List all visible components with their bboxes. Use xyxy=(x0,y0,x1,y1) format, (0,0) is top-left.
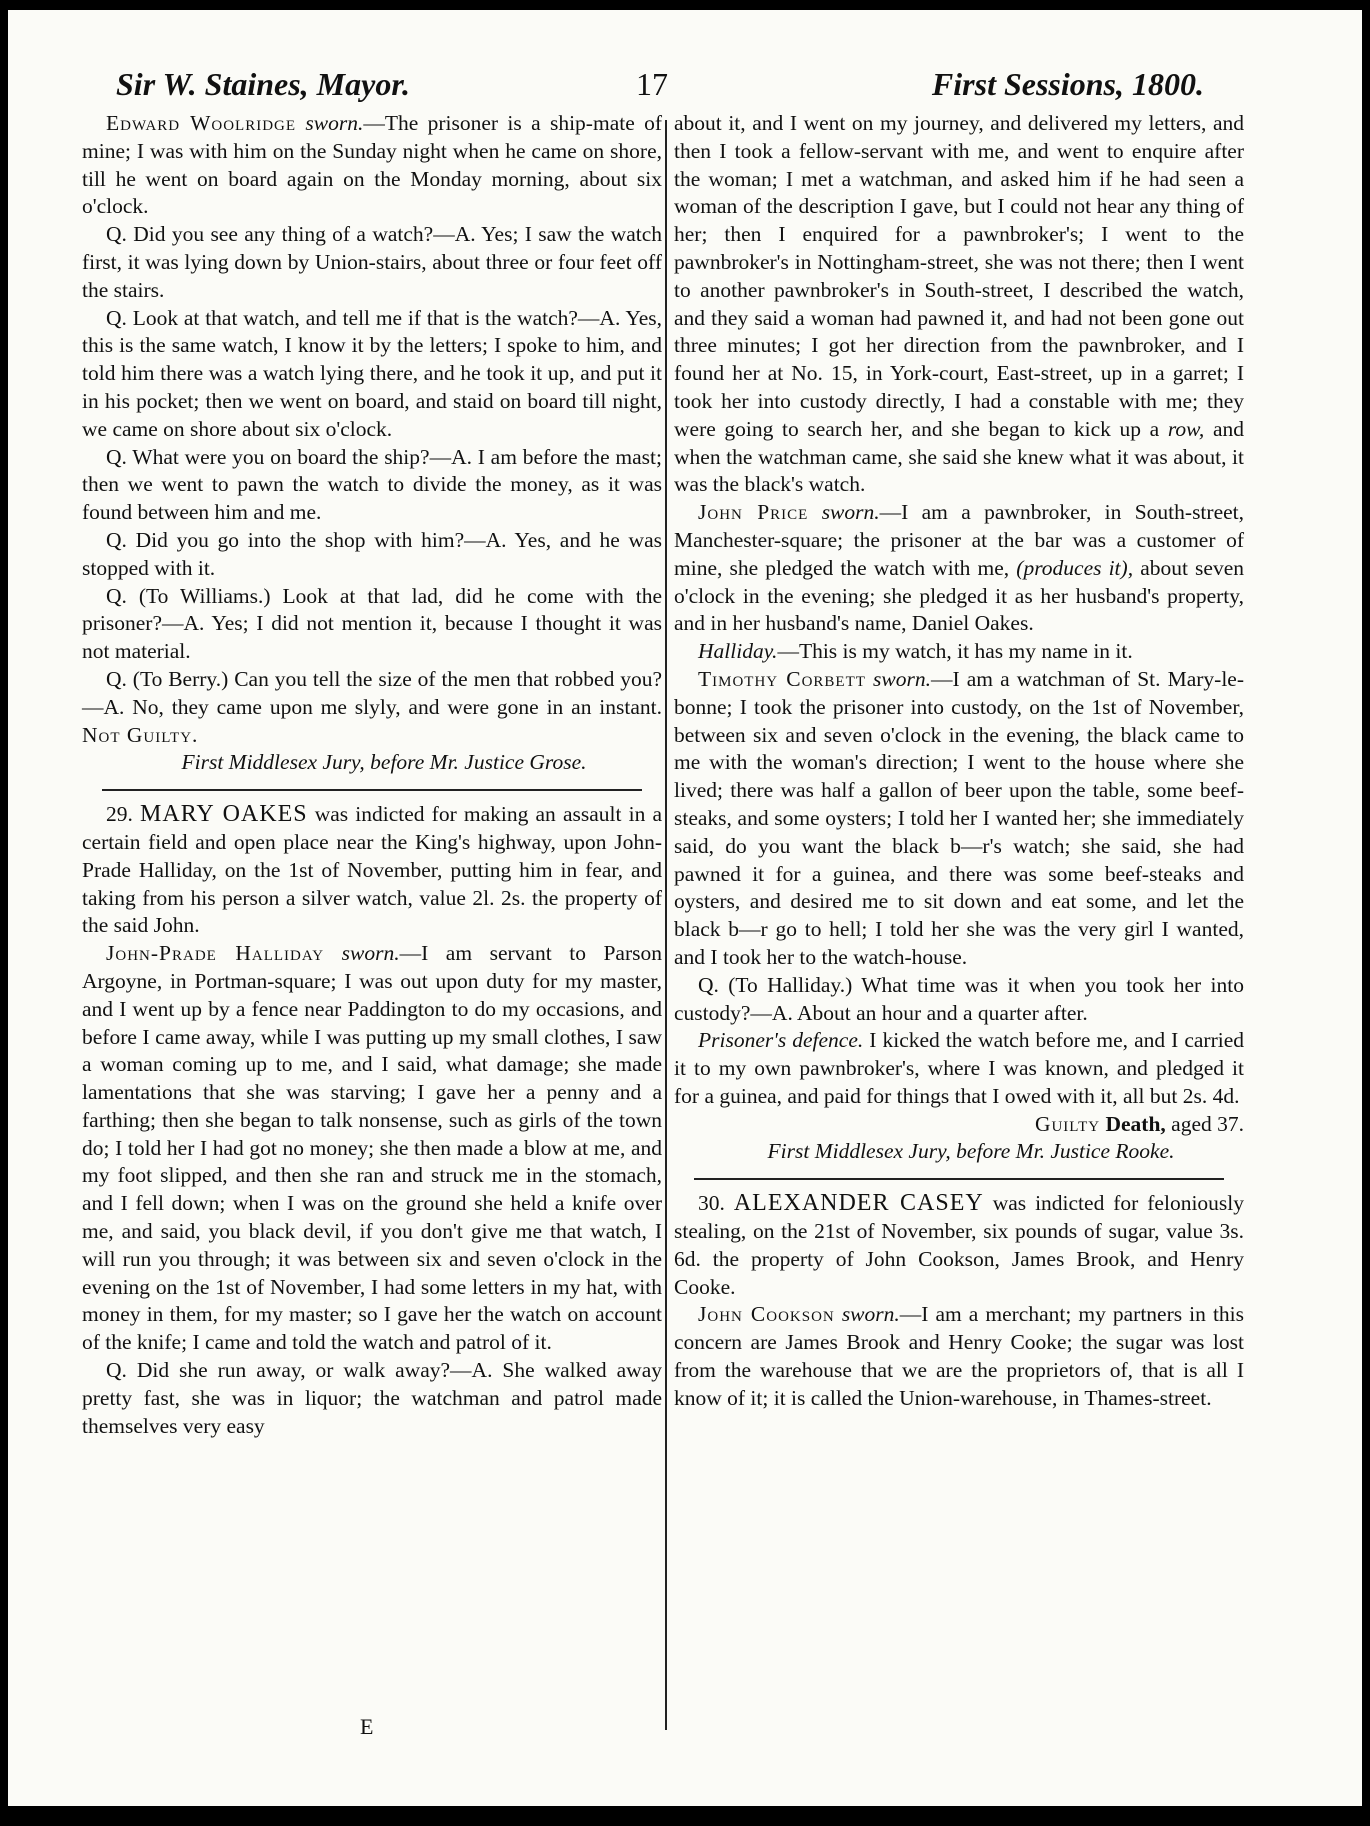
italic-word: row, xyxy=(1167,416,1205,441)
question-answer: Q. What were you on board the ship?—A. I am before the mast; then we went to pawn the watch to divide the money, as it was found between him and me. xyxy=(82,444,662,525)
running-header xyxy=(8,66,1362,116)
testimony-halliday-short xyxy=(674,638,1244,666)
italic-aside: (produces it), xyxy=(1016,555,1134,580)
testimony-text: —The prisoner is a ship-mate of mine; I was with him on the Sunday night when he came on shore, till he went on board again on the Monday morning, about six o'clock. xyxy=(82,111,663,219)
testimony-text: about it, and I went on my journey, and delivered my letters, and then I took a fellow-servant with me, and went to enquire after the woman; I met a watchman, and asked him if he had seen a woman of the description I gave, but I could not hear any thing of her; then I enquired for a pawnbroker's; I went to the pawnbroker's in Nottingham-street, she was not there; then I went to another pawnbroker's in South-street, I described the watch, and they said a woman had pawned it, and had not been gone out three minutes; I got her direction from the pawnbroker, and I found her at No. 15, in York-court, East-street, up in a garret; I took her into custody directly, I had a constable with me; they were going to search her, and she began to kick up a xyxy=(674,111,1244,441)
sworn-label: sworn. xyxy=(873,666,931,691)
section-rule xyxy=(694,1178,1224,1180)
witness-name: John Price xyxy=(698,500,809,525)
question-answer: Q. Look at that watch, and tell me if that is the watch?—A. Yes, this is the same watch, I know it by the letters; I spoke to him, and told him there was a watch lying there, and he took it up, and put it in his pocket; then we went on board, and staid on board till night, we came on shore about six o'clock. xyxy=(82,305,662,441)
defendant-name: MARY OAKES xyxy=(140,801,308,828)
sworn-label: sworn. xyxy=(821,500,880,525)
indictment-text: was indicted for making an assault in a certain field and open place near the King's highway, upon John-Prade Halliday, on the 1st of November, putting him in fear, and taking from his person a silver watch, value 2l. 2s. the property of the said John. xyxy=(82,802,662,938)
section-rule xyxy=(102,789,642,791)
question-answer: Q. Did you go into the shop with him?—A. Yes, and he was stopped with it. xyxy=(82,527,662,580)
defence-label: Prisoner's defence. xyxy=(698,1028,864,1053)
header-mayor: Sir W. Staines, Mayor. xyxy=(116,66,411,102)
age: aged 37. xyxy=(1171,1111,1244,1136)
indictment-text: was indicted for feloniously stealing, on the 21st of November, six pounds of sugar, value 3s. 6d. the property of John Cookson, James Brook, and Henry Cooke. xyxy=(674,1191,1245,1299)
testimony-price xyxy=(674,499,1244,638)
question-answer: Q. (To Williams.) Look at that lad, did he come with the prisoner?—A. Yes; I did not mention it, because I thought it was not material. xyxy=(82,583,662,664)
defence-text: I kicked the watch before me, and I carried it to my own pawnbroker's, where I was known, and pledged it for a guinea, and paid for things that I owed with it, all but 2s. 4d. xyxy=(674,1028,1244,1108)
column-divider xyxy=(665,120,667,1730)
sworn-label: sworn. xyxy=(841,1302,900,1327)
question-answer: Q. (To Halliday.) What time was it when you took her into custody?—A. About an hour and a quarter after. xyxy=(674,972,1244,1025)
testimony-text: —I am a pawnbroker, in South-street, Manchester-square; the prisoner at the bar was a customer of mine, she pledged the watch with me, xyxy=(674,500,1244,580)
testimony-corbett xyxy=(674,666,1244,972)
testimony-text: —I am a watchman of St. Mary-le-bonne; I took the prisoner into custody, on the 1st of November, between six and seven o'clock in the evening, the black came to me with the woman's direction; I went to the house where she lived; there was half a gallon of beer upon the table, some beef-steaks, and some oysters; I told her I wanted her; she immediately said, do you want the black b—r's watch; she said, she had pawned it for a guinea, and there was some beef-steaks and oysters, and desired me to sit down and eat some, and let the black b—r go to hell; I told her she was the very girl I wanted, and I took her to the watch-house. xyxy=(674,666,1245,969)
left-column xyxy=(82,110,662,1440)
witness-name: Halliday. xyxy=(698,639,778,664)
page-number: 17 xyxy=(636,66,668,102)
header-session: First Sessions, 1800. xyxy=(931,66,1204,102)
testimony-halliday xyxy=(82,940,662,1357)
witness-name: John Cookson xyxy=(698,1302,835,1327)
witness-name: Timothy Corbett xyxy=(698,666,866,691)
verdict: Guilty xyxy=(1034,1111,1101,1136)
case-number: 30. xyxy=(698,1191,725,1216)
testimony-text: and when the watchman came, she said she knew what it was about, it was the black's watch. xyxy=(674,416,1244,497)
testimony-cookson xyxy=(674,1301,1244,1412)
sworn-label: sworn. xyxy=(305,111,364,135)
question-answer: Q. Did she run away, or walk away?—A. She walked away pretty fast, she was in liquor; the watchman and patrol made themselves very easy xyxy=(82,1358,662,1438)
testimony-text: —This is my watch, it has my name in it. xyxy=(777,639,1133,664)
case-29-indictment xyxy=(82,801,662,940)
signature-mark: E xyxy=(360,1714,374,1739)
sworn-label: sworn. xyxy=(341,941,400,966)
verdict: Not Guilty. xyxy=(82,722,199,747)
qa-text: Q. (To Berry.) Can you tell the size of the men that robbed you?—A. No, they came upon me slyly, and were gone in an instant. xyxy=(82,666,662,719)
sentence: Death, xyxy=(1105,1111,1166,1136)
testimony-continued xyxy=(674,110,1244,499)
defendant-name: ALEXANDER CASEY xyxy=(733,1190,984,1217)
witness-name: Edward Woolridge xyxy=(106,111,297,135)
testimony-text: —I am a merchant; my partners in this concern are James Brook and Henry Cooke; the sugar was lost from the warehouse that we are the proprietors of, that is all I know of it; it is called the Union-warehouse, in Thames-street. xyxy=(674,1302,1245,1410)
question-answer xyxy=(82,666,662,749)
prisoner-defence xyxy=(674,1027,1244,1110)
testimony-text: about seven o'clock in the evening; she pledged it as her husband's property, and in her husband's name, Daniel Oakes. xyxy=(674,555,1245,636)
question-answer: Q. Did you see any thing of a watch?—A. Yes; I saw the watch first, it was lying down by Union-stairs, about three or four feet off the stairs. xyxy=(82,222,662,302)
jury-caption: First Middlesex Jury, before Mr. Justice Rooke. xyxy=(767,1139,1175,1164)
case-number: 29. xyxy=(106,802,133,827)
verdict-line xyxy=(674,1111,1244,1139)
witness-name: John-Prade Halliday xyxy=(106,941,325,966)
testimony-text: —I am servant to Parson Argoyne, in Portman-square; I was out upon duty for my master, and I went up by a fence near Paddington to do my occasions, and before I came away, while I was putting up my small clothes, I saw a woman coming up to me, and I said, what damage; she made lamentations that she was starving; I gave her a penny and a farthing; then she began to talk nonsense, such as girls of the town do; I told her I had got no money; she then made a blow at me, and my foot slipped, and then she ran and struck me in the stomach, and I fell down; when I was on the ground she held a knife over me, and said, you black devil, if you don't give me that watch, I will run you through; it was between six and seven o'clock in the evening on the 1st of November, I had some letters in my hat, with money in them, for my master; so I gave her the watch on account of the knife; I came and told the watch and patrol of it. xyxy=(82,941,662,1355)
testimony-woolridge xyxy=(82,110,662,221)
jury-caption: First Middlesex Jury, before Mr. Justice Grose. xyxy=(181,750,587,775)
case-30-indictment xyxy=(674,1190,1244,1301)
right-column xyxy=(674,110,1244,1413)
